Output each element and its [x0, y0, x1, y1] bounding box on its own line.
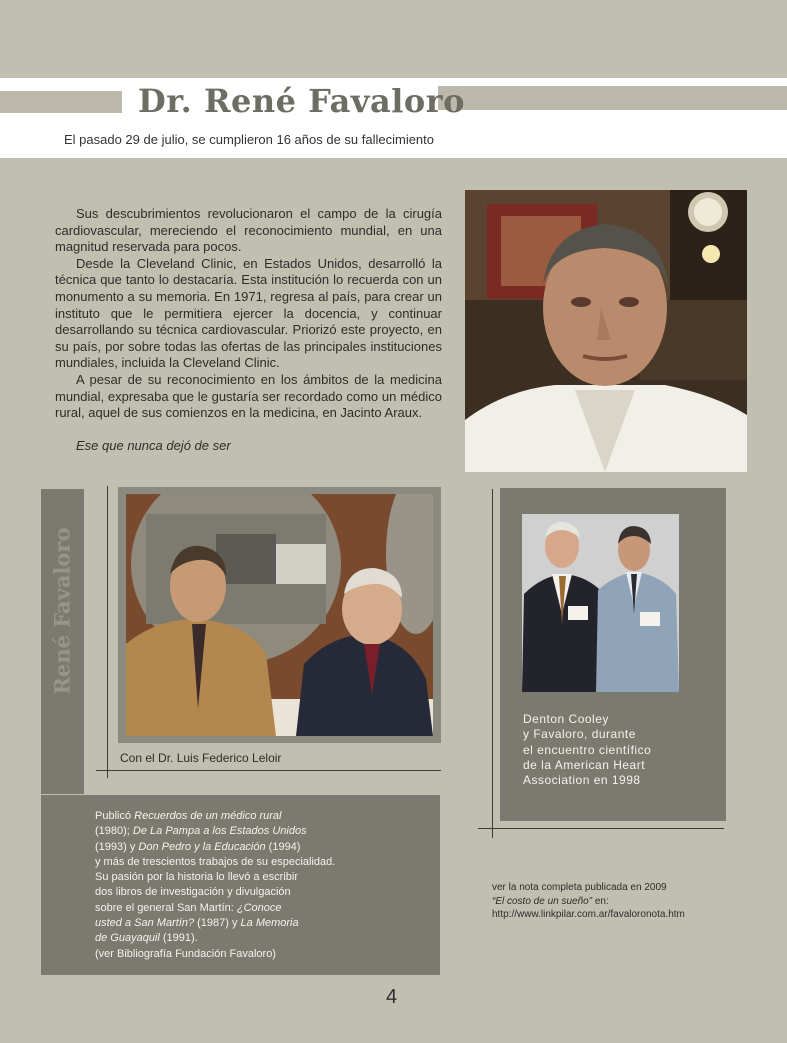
cooley-photo-caption	[523, 712, 713, 788]
divider-line	[478, 828, 724, 829]
books-line: sobre el general San Martín:	[95, 901, 237, 914]
caption-line: el encuentro científico	[523, 742, 652, 757]
header-stripe-left	[0, 91, 122, 113]
books-line: (1991).	[159, 932, 198, 945]
books-line: y más de trescientos trabajos de su especialidad.	[95, 855, 336, 868]
caption-line: y Favaloro, durante	[523, 727, 636, 742]
note-title: “El costo de un sueño”	[492, 895, 593, 907]
note-line: en:	[592, 895, 609, 907]
leloir-photo	[126, 494, 433, 736]
book-title: de Guayaquil	[95, 932, 160, 945]
article-body	[55, 206, 442, 454]
book-title: ¿Conoce	[236, 901, 282, 914]
full-note-reference	[492, 881, 752, 922]
article-quote: Ese que nunca dejó de ser	[76, 437, 231, 453]
book-title: usted a San Martín?	[95, 917, 195, 930]
books-line: Publicó	[95, 810, 135, 822]
article-paragraph: A pesar de su reconocimiento en los ámbitos de la medicina mundial, expresaba que le gustaría ser recordado como un médico rural, aquel de sus comienzos en la medicina, en Jacinto Araux.	[55, 371, 442, 421]
books-line: (1980);	[95, 825, 133, 838]
book-title: La Memoria	[240, 917, 299, 930]
book-title: Recuerdos de un médico rural	[134, 810, 282, 822]
book-title: De La Pampa a los Estados Unidos	[132, 825, 307, 838]
divider-line	[492, 489, 493, 838]
caption-line: Association en 1998	[523, 773, 641, 788]
caption-line: de la American Heart	[523, 757, 646, 772]
books-text	[95, 809, 425, 962]
divider-line	[107, 486, 108, 778]
books-line: (1987) y	[194, 917, 241, 930]
books-line: (1994)	[265, 840, 301, 853]
books-line: Su pasión por la historia lo llevó a escribir	[95, 871, 298, 884]
page-title: Dr. René Favaloro	[138, 82, 465, 120]
side-label: René Favaloro	[49, 527, 75, 695]
divider-line	[96, 770, 441, 771]
caption-line: Denton Cooley	[523, 712, 609, 726]
cooley-photo	[522, 514, 679, 692]
article-paragraph: Desde la Cleveland Clinic, en Estados Unidos, desarrolló la técnica que tanto lo destacaría. Esta institución lo recuerda con un monumento a su memoria. En 1971, regresa al país, para crear un instituto que le permitiera ejercer la docencia, y continuar desarrollando su técnica cardiovascular. Priorizó este proyecto, en su país, por sobre todas las ofertas de las principales instituciones mundiales, incluida la Cleveland Clinic.	[55, 255, 442, 371]
leloir-photo-caption: Con el Dr. Luis Federico Leloir	[120, 751, 282, 765]
books-line: dos libros de investigación y divulgación	[95, 886, 291, 899]
books-line: (1993) y	[95, 840, 139, 853]
page-number: 4	[386, 986, 398, 1008]
books-line: (ver Bibliografía Fundación Favaloro)	[95, 947, 276, 960]
book-title: Don Pedro y la Educación	[138, 840, 266, 853]
header-stripe-right	[438, 86, 787, 110]
note-line: ver la nota completa publicada en 2009	[492, 882, 667, 893]
note-url[interactable]: http://www.linkpilar.com.ar/favaloronota.htm	[492, 909, 685, 921]
article-paragraph: Sus descubrimientos revolucionaron el campo de la cirugía cardiovascular, mereciendo el reconocimiento mundial, en una magnitud reservada para pocos.	[55, 206, 442, 255]
page-subtitle: El pasado 29 de julio, se cumplieron 16 años de su fallecimiento	[64, 132, 435, 147]
portrait-photo	[465, 190, 747, 472]
